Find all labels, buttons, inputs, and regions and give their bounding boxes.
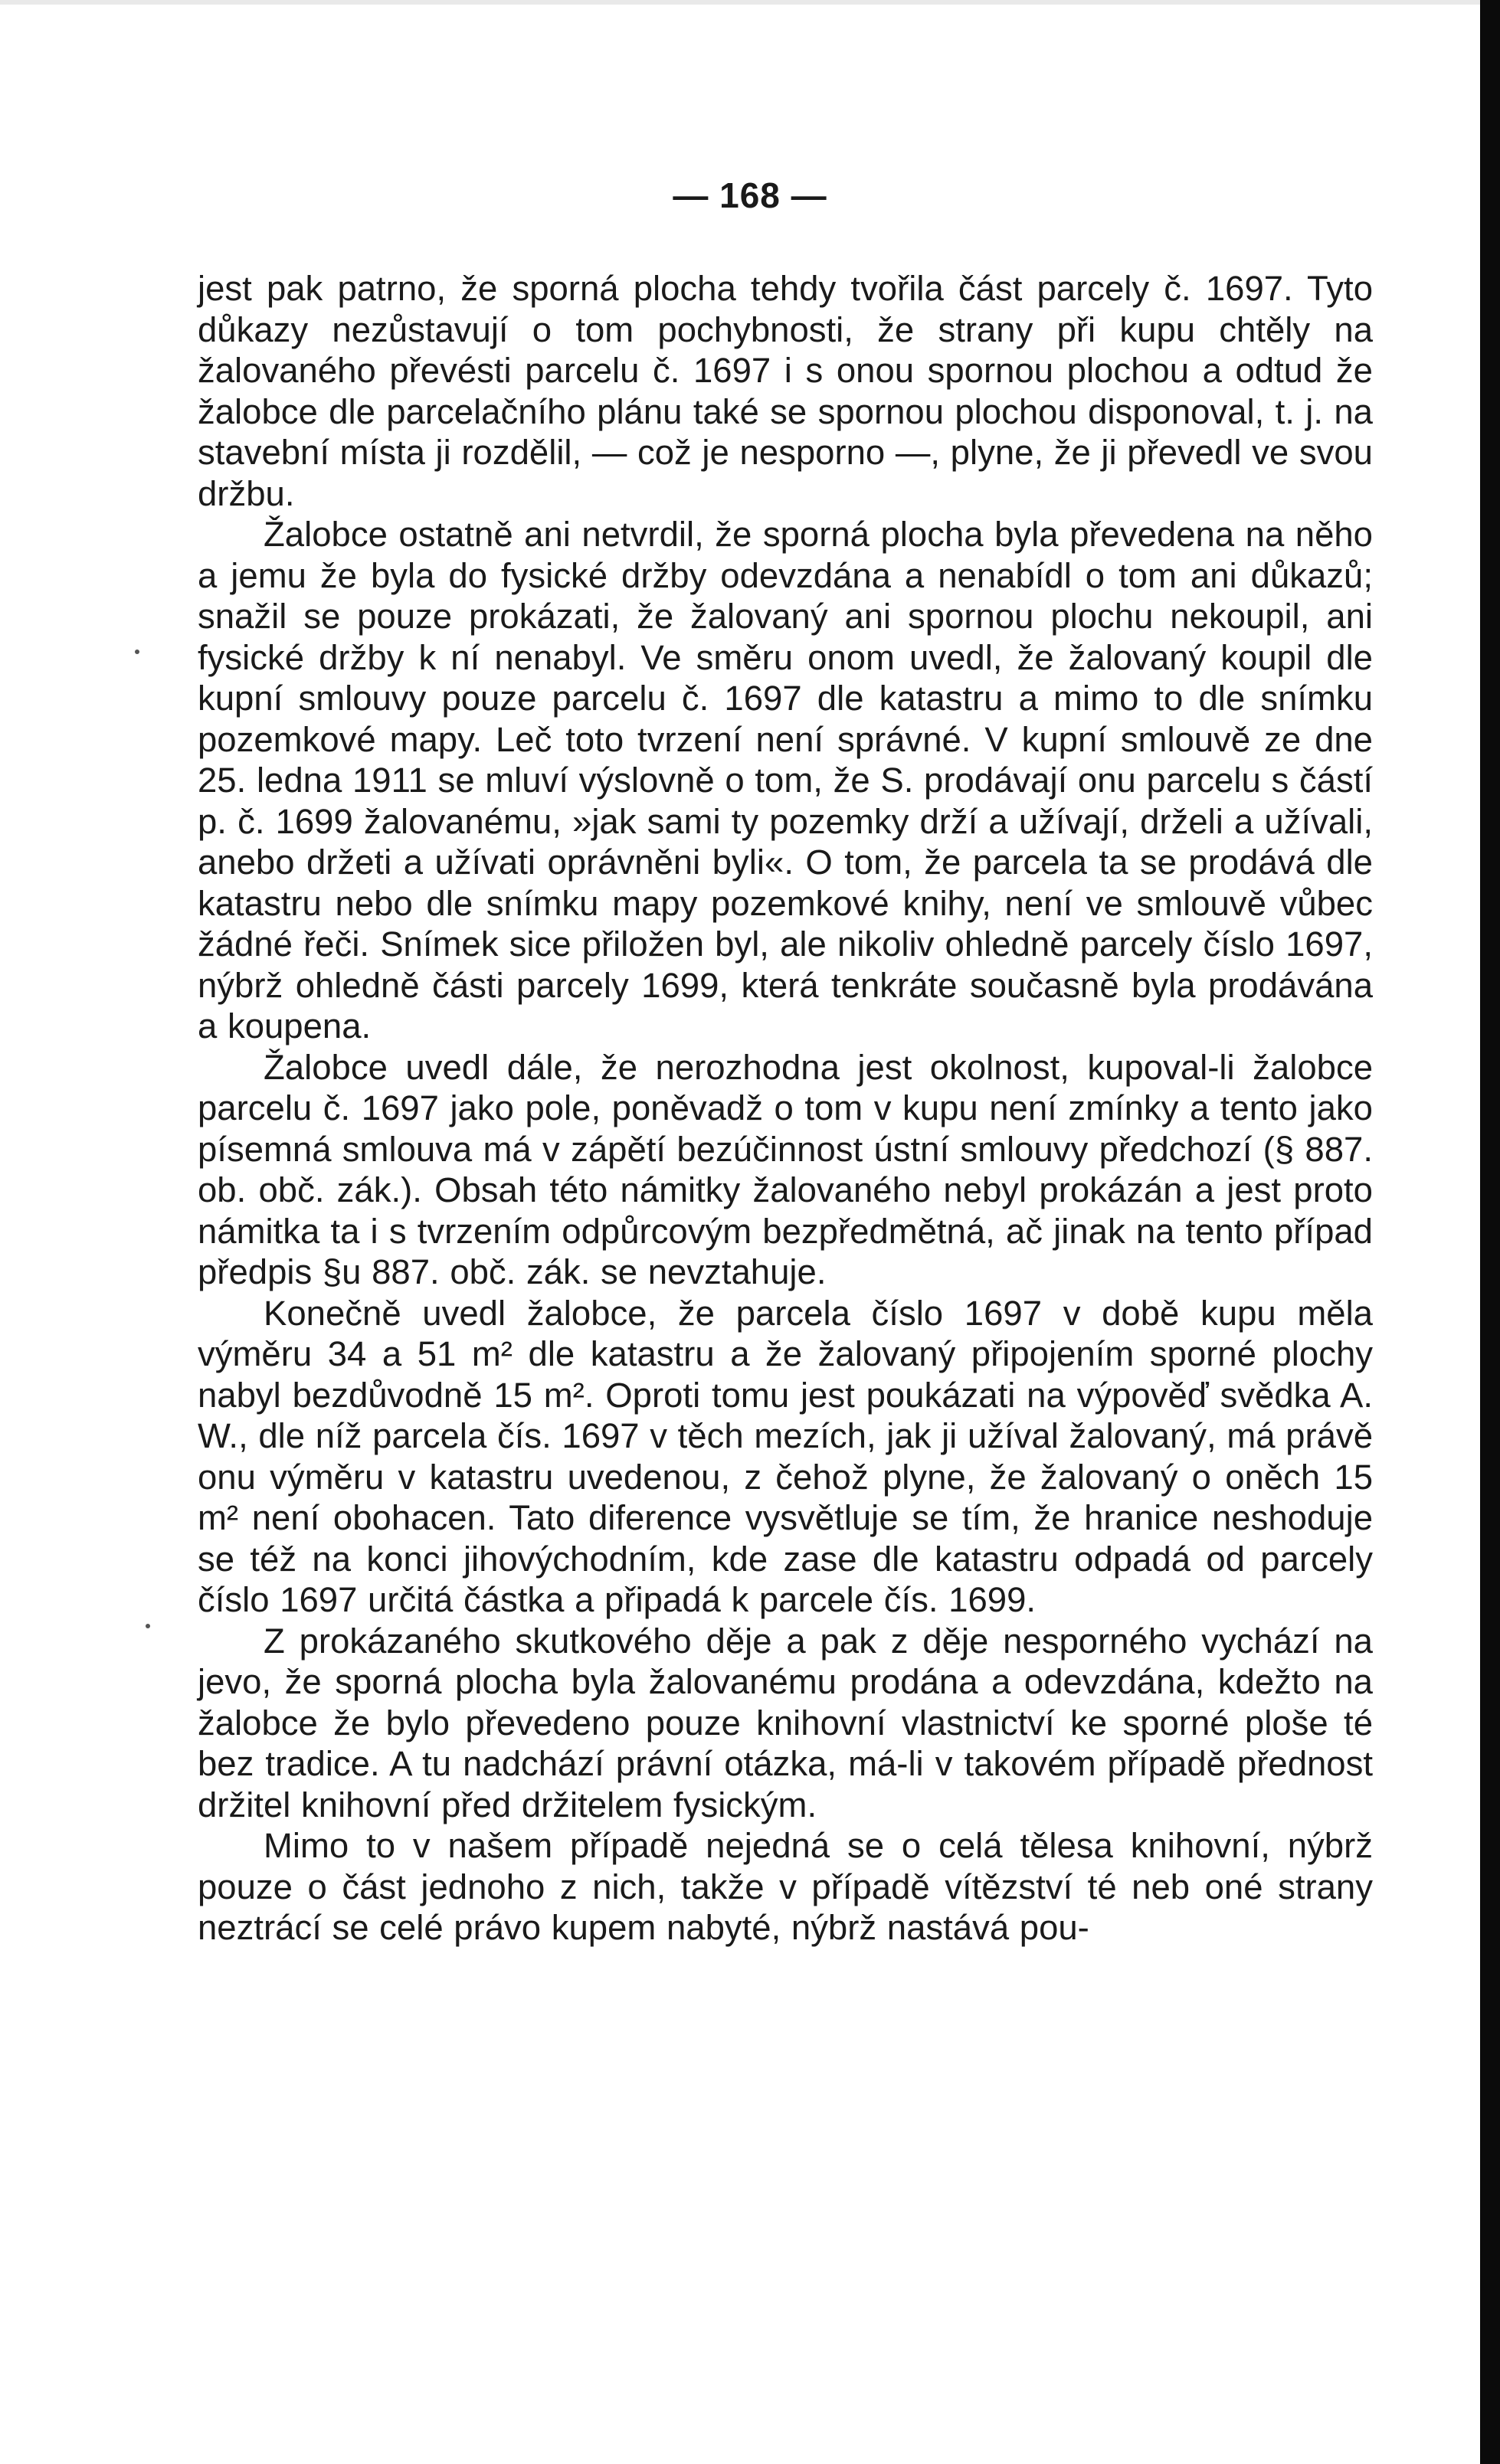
margin-speck <box>135 650 139 654</box>
paragraph-partial-parcel: Mimo to v našem případě nejedná se o celá tělesa knihovní, nýbrž pouze o část jednoho z nich, takže v případě vítězství té neb oné strany neztrácí se celé právo kupem nabyté, nýbrž nastává pou- <box>198 1826 1373 1947</box>
margin-speck <box>146 1624 150 1628</box>
scan-right-border <box>1480 0 1500 2464</box>
paragraph-plaintiff-claim: Žalobce ostatně ani netvrdil, že sporná plocha byla převedena na něho a jemu že byla do fysické držby odevzdána a nenabídl o tom ani důkazů; snažil se pouze prokázati, že žalovaný ani spornou plochu nekoupil, ani fysické držby k ní nenabyl. Ve směru onom uvedl, že žalovaný koupil dle kupní smlouvy pouze parcelu č. 1697 dle katastru a mimo to dle snímku pozemkové mapy. Leč toto tvrzení není správné. V kupní smlouvě ze dne 25. ledna 1911 se mluví výslovně o tom, že S. prodávají onu parcelu s částí p. č. 1699 žalovanému, »jak sami ty pozemky drží a užívají, drželi a užívali, anebo držeti a užívati oprávněni byli«. O tom, že parcela ta se prodává dle katastru nebo dle snímku mapy pozemkové knihy, není ve smlouvě vůbec žádné řeči. Snímek sice přiložen byl, ale nikoliv ohledně parcely číslo 1697, nýbrž ohledně části parcely 1699, která tenkráte současně byla prodávána a koupena. <box>198 515 1373 1045</box>
body-text <box>198 268 1373 1949</box>
scan-top-edge <box>0 0 1500 5</box>
paragraph-objection: Žalobce uvedl dále, že nerozhodna jest okolnost, kupoval-li žalobce parcelu č. 1697 jako pole, poněvadž o tom v kupu není zmínky a tento jako písemná smlouva má v zápětí bezúčinnost ústní smlouvy předchozí (§ 887. ob. obč. zák.). Obsah této námitky žalovaného nebyl prokázán a jest proto námitka ta i s tvrzením odpůrcovým bezpředmětná, ač jinak na tento případ předpis §u 887. obč. zák. se nevztahuje. <box>198 1047 1373 1291</box>
paragraph-area-dispute: Konečně uvedl žalobce, že parcela číslo 1697 v době kupu měla výměru 34 a 51 m² dle katastru a že žalovaný připojením sporné plochy nabyl bezdůvodně 15 m². Oproti tomu jest poukázati na výpověď svědka A. W., dle níž parcela čís. 1697 v těch mezích, jak ji užíval žalovaný, má právě onu výměru v katastru uvedenou, z čehož plyne, že žalovaný o oněch 15 m² není obohacen. Tato diference vysvětluje se tím, že hranice neshoduje se též na konci jihovýchodním, kde zase dle katastru odpadá od parcely číslo 1697 určitá částka a připadá k parcele čís. 1699. <box>198 1293 1373 1619</box>
paragraph-legal-question: Z prokázaného skutkového děje a pak z děje nesporného vychází na jevo, že sporná plocha byla žalovanému prodána a odevzdána, kdežto na žalobce že bylo převedeno pouze knihovní vlastnictví ke sporné ploše té bez tradice. A tu nadchází právní otázka, má-li v takovém případě přednost držitel knihovní před držitelem fysickým. <box>198 1621 1373 1824</box>
page-number: — 168 — <box>673 175 827 215</box>
paragraph-continuation: jest pak patrno, že sporná plocha tehdy tvořila část parcely č. 1697. Tyto důkazy nezůstavují o tom pochybnosti, že strany při kupu chtěly na žalovaného převésti parcelu č. 1697 i s onou spornou plochou a odtud že žalobce dle parcelačního plánu také se spornou plochou disponoval, t. j. na stavební místa ji rozdělil, — což je nesporno —, plyne, že ji převedl ve svou držbu. <box>198 269 1373 513</box>
